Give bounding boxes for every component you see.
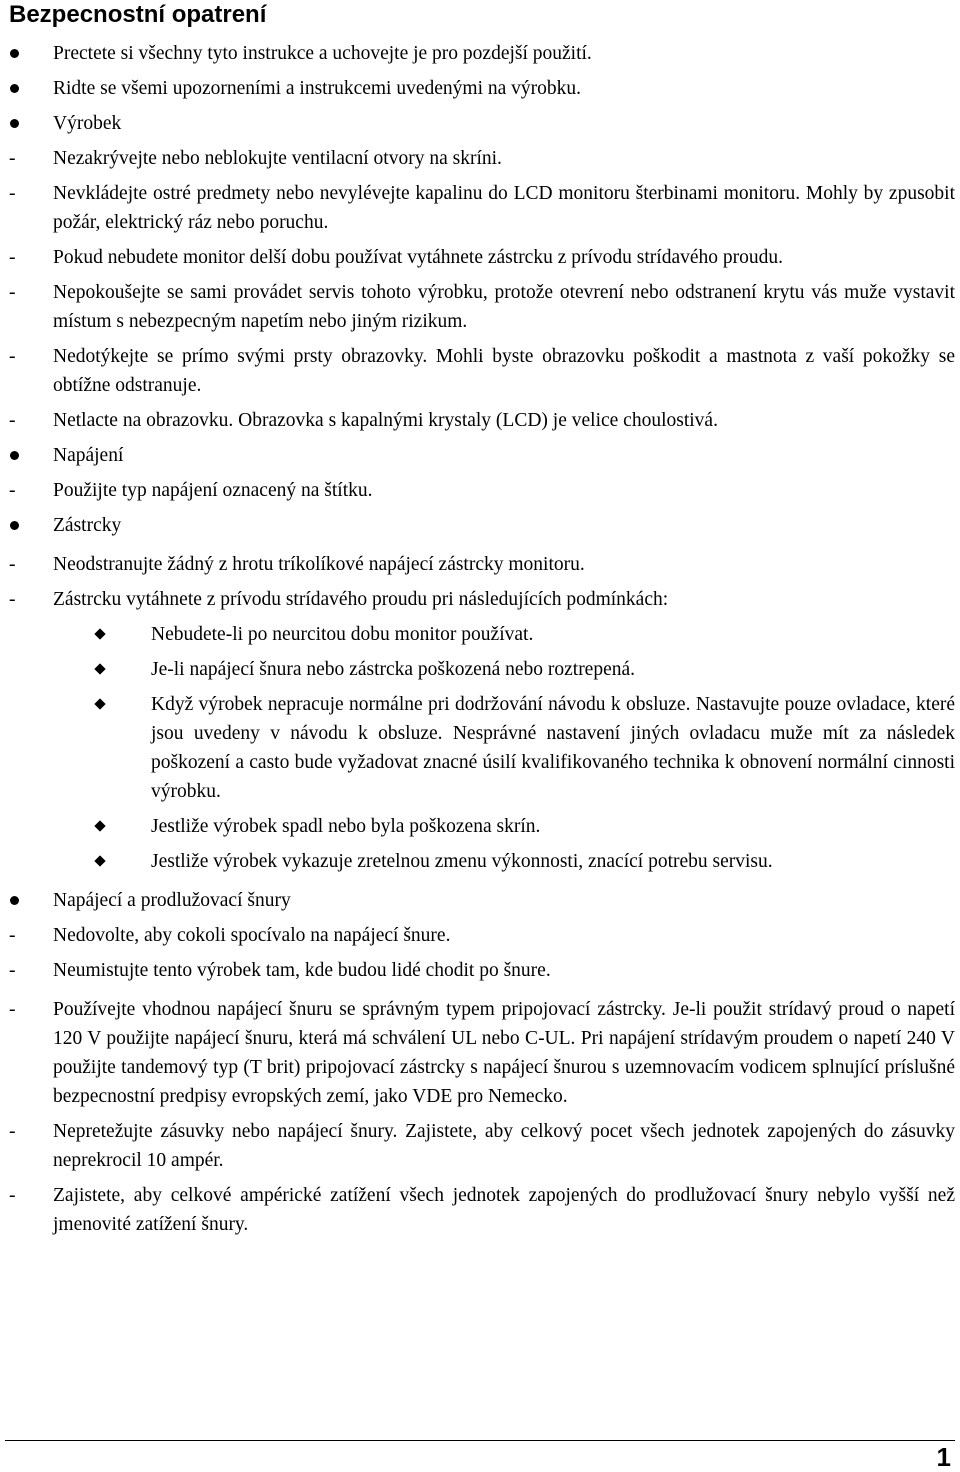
- page-title: Bezpecnostní opatrení: [9, 1, 267, 28]
- dash-marker: -: [9, 554, 16, 575]
- list-item: [0, 39, 960, 68]
- item-text: Nezakrývejte nebo neblokujte ventilacní otvory na skríni.: [53, 148, 502, 169]
- item-text: Prectete si všechny tyto instrukce a uchovejte je pro pozdejší použití.: [53, 43, 592, 64]
- item-text: Jestliže výrobek spadl nebo byla poškozena skrín.: [151, 816, 541, 837]
- list-item: [0, 956, 960, 985]
- item-text: Zástrcku vytáhnete z prívodu strídavého proudu pri následujících podmínkách:: [53, 589, 669, 610]
- dash-marker: -: [9, 480, 16, 501]
- item-text: Napájecí a prodlužovací šnury: [53, 890, 291, 911]
- list-item: [0, 406, 960, 435]
- list-item: [0, 179, 960, 237]
- dash-marker: -: [9, 346, 16, 367]
- list-item: [0, 550, 960, 579]
- list-item: [0, 921, 960, 950]
- list-item: [0, 74, 960, 103]
- list-item: [0, 144, 960, 173]
- dash-marker: -: [9, 247, 16, 268]
- sub-list-item: [0, 690, 960, 806]
- dash-marker: -: [9, 410, 16, 431]
- dash-marker: -: [9, 589, 16, 610]
- dash-marker: -: [9, 1185, 16, 1206]
- item-text: Pokud nebudete monitor delší dobu používat vytáhnete zástrcku z prívodu strídavého proudu.: [53, 247, 784, 268]
- item-text: Zajistete, aby celkové ampérické zatížení všech jednotek zapojených do prodlužovací šnury nebylo vyšší než jmenovité zatížení šnury.: [53, 1185, 955, 1235]
- item-text: Nedotýkejte se prímo svými prsty obrazovky. Mohli byste obrazovku poškodit a mastnota z vaší pokožky se obtížne odstranuje.: [53, 346, 955, 396]
- dash-marker: -: [9, 1121, 16, 1142]
- list-item: [0, 995, 960, 1111]
- list-item: [0, 1181, 960, 1239]
- dash-marker: -: [9, 183, 16, 204]
- list-item: [0, 342, 960, 400]
- item-text: Výrobek: [53, 113, 122, 134]
- item-text: Netlacte na obrazovku. Obrazovka s kapalnými krystaly (LCD) je velice choulostivá.: [53, 410, 718, 431]
- item-text: Nedovolte, aby cokoli spocívalo na napájecí šnure.: [53, 925, 451, 946]
- item-text: Zástrcky: [53, 515, 122, 536]
- list-item: [0, 243, 960, 272]
- item-text: Když výrobek nepracuje normálne pri dodržování návodu k obsluze. Nastavujte pouze ovladace, které jsou uvedeny v návodu k obsluze. Nesprávné nastavení jiných ovladacu muže mít za následek poškození a casto bude vyžadovat znacné úsilí kvalifikovaného technika k obnovení normální cinnosti výrobku.: [151, 694, 955, 802]
- item-text: Používejte vhodnou napájecí šnuru se správným typem pripojovací zástrcky. Je-li použit strídavý proud o napetí 120 V použijte napájecí šnuru, která má schválení UL nebo C-UL. Pri napájení strídavým proudem o napetí 240 V použijte tandemový typ (T brit) pripojovací zástrcky s napájecí šnurou s uzemnovacím vodicem splnující príslušné bezpecnostní predpisy evropských zemí, jako VDE pro Nemecko.: [53, 999, 955, 1107]
- dash-marker: -: [9, 925, 16, 946]
- dash-marker: -: [9, 960, 16, 981]
- dash-marker: -: [9, 999, 16, 1020]
- sub-list-item: [0, 655, 960, 684]
- item-text: Nepretežujte zásuvky nebo napájecí šnury. Zajistete, aby celkový pocet všech jednotek zapojených do zásuvky neprekrocil 10 ampér.: [53, 1121, 955, 1171]
- item-text: Neumistujte tento výrobek tam, kde budou lidé chodit po šnure.: [53, 960, 551, 981]
- dash-marker: -: [9, 148, 16, 169]
- dash-marker: -: [9, 282, 16, 303]
- list-item: [0, 109, 960, 138]
- list-item: [0, 1117, 960, 1175]
- list-item: [0, 278, 960, 336]
- list-item: [0, 886, 960, 915]
- item-text: Nepokoušejte se sami provádet servis tohoto výrobku, protože otevrení nebo odstranení krytu vás muže vystavit místum s nebezpecným napetím nebo jiným rizikum.: [53, 282, 955, 332]
- item-text: Nebudete-li po neurcitou dobu monitor používat.: [151, 624, 534, 645]
- sub-list-item: [0, 620, 960, 649]
- safety-list: [0, 39, 960, 1239]
- page-number: 1: [936, 1442, 951, 1472]
- item-text: Jestliže výrobek vykazuje zretelnou zmenu výkonnosti, znacící potrebu servisu.: [151, 851, 773, 872]
- item-text: Je-li napájecí šnura nebo zástrcka poškozená nebo roztrepená.: [151, 659, 636, 680]
- item-text: Napájení: [53, 445, 124, 466]
- list-item: [0, 585, 960, 614]
- list-item: [0, 441, 960, 470]
- sub-list-item: [0, 812, 960, 841]
- item-text: Neodstranujte žádný z hrotu tríkolíkové napájecí zástrcky monitoru.: [53, 554, 585, 575]
- list-item: [0, 476, 960, 505]
- item-text: Nevkládejte ostré predmety nebo nevylévejte kapalinu do LCD monitoru šterbinami monitoru. Mohly by zpusobit požár, elektrický ráz nebo poruchu.: [53, 183, 955, 233]
- list-item: [0, 511, 960, 540]
- item-text: Použijte typ napájení oznacený na štítku.: [53, 480, 373, 501]
- item-text: Ridte se všemi upozorneními a instrukcemi uvedenými na výrobku.: [53, 78, 582, 99]
- sub-list-item: [0, 847, 960, 876]
- footer-divider: [5, 1440, 955, 1441]
